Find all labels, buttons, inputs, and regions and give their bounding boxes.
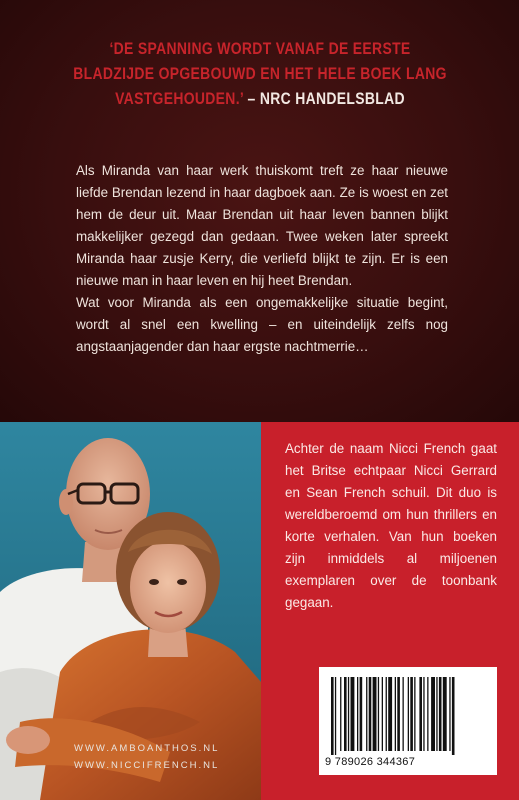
barcode-bar bbox=[431, 677, 435, 751]
barcode-bar bbox=[419, 677, 422, 751]
barcode-bar bbox=[382, 677, 383, 751]
isbn-barcode bbox=[319, 667, 497, 775]
barcode-bar bbox=[369, 677, 372, 751]
author-bio-text: Achter de naam Nicci French gaat het Britse echtpaar Nicci Gerrard en Sean French schuil. Dit duo is wereldberoemd om hun thrillers en korte verhalen. Van hun boeken zijn inmiddels al miljoenen exemplaren over de toonbank gegaan. bbox=[285, 441, 497, 610]
barcode-bar bbox=[388, 677, 392, 751]
publisher-url[interactable]: WWW.AMBOANTHOS.NL bbox=[74, 743, 220, 754]
barcode-bar bbox=[344, 677, 347, 751]
author-url[interactable]: WWW.NICCIFRENCH.NL bbox=[74, 760, 220, 771]
barcode-bar bbox=[357, 677, 358, 751]
barcode-bar bbox=[335, 677, 336, 755]
barcode-bar bbox=[408, 677, 409, 751]
barcode-bar bbox=[331, 677, 334, 755]
barcode-bar bbox=[386, 677, 387, 751]
barcode-bar bbox=[373, 677, 377, 751]
barcode-bar bbox=[452, 677, 455, 755]
barcode-bar bbox=[340, 677, 341, 751]
barcode-bar bbox=[403, 677, 404, 751]
blurb-paragraph-2: Wat voor Miranda als een ongemakkelijke situatie begint, wordt al snel een kwelling – en uiteindelijk zelfs nog angstaanjagender dan haar ergste nachtmerrie… bbox=[76, 295, 448, 354]
quote-text: ‘DE SPANNING WORDT VANAF DE EERSTE BLADZIJDE OPGEBOUWD EN HET HELE BOEK LANG VASTGEHOUDEN.’ bbox=[73, 39, 447, 108]
barcode-bar bbox=[351, 677, 355, 751]
barcode-bar bbox=[348, 677, 349, 751]
quote-source: – NRC HANDELSBLAD bbox=[247, 89, 405, 108]
barcode-bar bbox=[449, 677, 450, 751]
blurb-paragraph-1: Als Miranda van haar werk thuiskomt treft ze haar nieuwe liefde Brendan lezend in haar dagboek aan. Ze is woest en zet hem de deur uit. Maar Brendan uit haar leven bannen blijkt makkelijker gezegd dan gedaan. Twee weken later spreekt Miranda haar zusje Kerry, die verliefd blijkt te zijn. Er is een nieuwe man in haar leven en hij heet Brendan. bbox=[76, 163, 448, 288]
barcode-bar bbox=[439, 677, 442, 751]
press-quote bbox=[71, 36, 448, 111]
barcode-bar bbox=[410, 677, 413, 751]
barcode-bar bbox=[414, 677, 415, 751]
barcode-bar bbox=[360, 677, 363, 751]
barcode-bar bbox=[427, 677, 428, 751]
barcode-bar bbox=[366, 677, 367, 751]
barcode-bar bbox=[436, 677, 437, 751]
website-links bbox=[74, 740, 219, 774]
isbn-number: 9 789026 344367 bbox=[325, 756, 416, 768]
author-bio bbox=[285, 438, 497, 614]
barcode-bar bbox=[395, 677, 396, 751]
barcode-bar bbox=[423, 677, 424, 751]
barcode-bar bbox=[397, 677, 400, 751]
barcode-bar bbox=[443, 677, 447, 751]
barcode-bar bbox=[378, 677, 379, 751]
blurb bbox=[76, 160, 448, 358]
